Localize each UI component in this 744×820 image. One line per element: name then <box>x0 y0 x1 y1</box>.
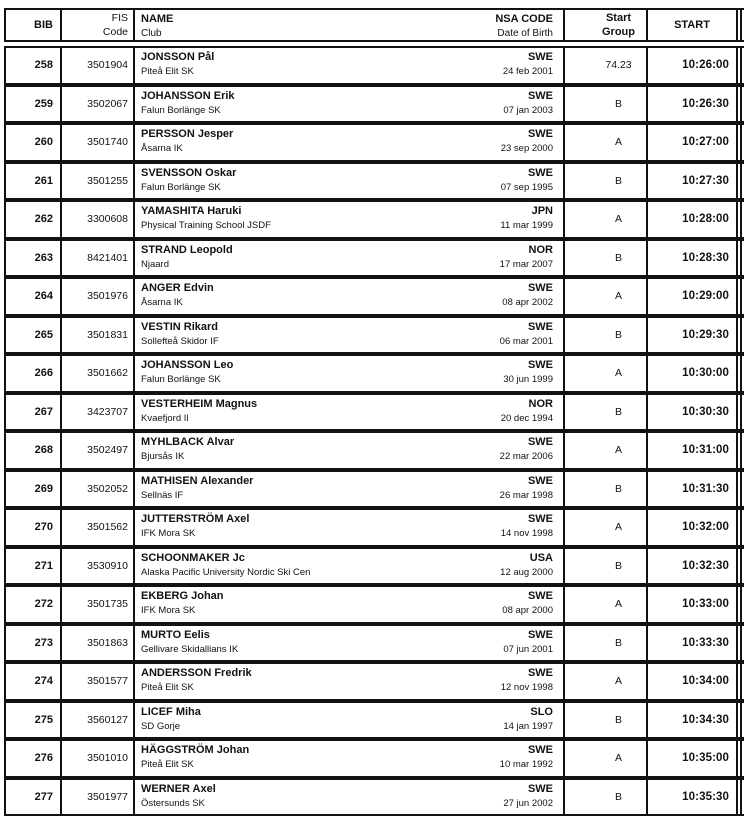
club-name: Östersunds SK <box>141 797 205 809</box>
start-time: 10:33:00 <box>648 587 738 622</box>
header-date-of-birth: Date of Birth <box>497 28 553 39</box>
start-time: 10:35:30 <box>648 780 738 815</box>
header-start-group-line2: Group <box>602 26 635 38</box>
athlete-name: MYHLBACK Alvar <box>141 436 235 448</box>
name-nsa-cell <box>135 626 565 661</box>
table-row <box>4 123 744 162</box>
fis-code: 3560127 <box>62 703 135 738</box>
date-of-birth: 12 nov 1998 <box>500 682 553 693</box>
cutoff-column-cell <box>740 433 744 468</box>
table-header-row <box>4 8 744 42</box>
bib-number: 263 <box>6 241 62 276</box>
start-group: A <box>565 587 648 622</box>
athlete-block <box>141 628 238 661</box>
nation-block <box>500 320 553 353</box>
nsa-code: JPN <box>531 205 553 217</box>
nation-block <box>500 435 553 468</box>
nsa-code: SWE <box>527 782 553 795</box>
club-name: Gellivare Skidallians IK <box>141 643 239 655</box>
start-group: B <box>565 241 648 276</box>
athlete-name: HÄGGSTRÖM Johan <box>141 744 250 756</box>
cutoff-column-cell <box>740 279 744 314</box>
start-time: 10:31:30 <box>648 472 738 507</box>
start-time: 10:26:00 <box>648 48 738 83</box>
start-group: B <box>565 472 648 507</box>
table-row <box>4 162 744 201</box>
nsa-code: SWE <box>527 359 553 371</box>
header-nsa-code: NSA CODE <box>495 13 553 25</box>
table-row <box>4 46 744 85</box>
table-row <box>4 85 744 124</box>
bib-number: 274 <box>6 664 62 699</box>
club-name: Njaard <box>141 258 169 270</box>
nsa-code: SWE <box>527 320 553 333</box>
start-time: 10:29:30 <box>648 318 738 353</box>
date-of-birth: 22 mar 2006 <box>499 451 553 462</box>
start-group: B <box>565 87 648 122</box>
start-group: B <box>565 318 648 353</box>
cutoff-column-cell <box>740 664 744 699</box>
club-name: Åsarna IK <box>141 297 183 308</box>
start-time: 10:29:00 <box>648 279 738 314</box>
cutoff-column-cell <box>740 587 744 622</box>
nation-block <box>501 512 553 545</box>
date-of-birth: 17 mar 2007 <box>499 258 553 270</box>
start-time: 10:35:00 <box>648 741 738 776</box>
bib-number: 271 <box>6 549 62 584</box>
club-name: IFK Mora SK <box>141 605 196 616</box>
athlete-name: WERNER Axel <box>141 782 216 795</box>
name-nsa-cell <box>135 780 565 815</box>
nsa-code: SWE <box>527 590 553 602</box>
athlete-name: EKBERG Johan <box>141 590 224 602</box>
date-of-birth: 12 aug 2000 <box>500 566 553 578</box>
date-of-birth: 07 sep 1995 <box>500 181 553 193</box>
athlete-block <box>141 204 271 237</box>
fis-code: 3300608 <box>62 202 135 237</box>
nation-block <box>502 281 553 314</box>
nsa-code: SWE <box>527 667 553 679</box>
athlete-block <box>141 281 214 314</box>
nsa-code: SWE <box>527 628 553 641</box>
table-row <box>4 316 744 355</box>
nation-block <box>500 551 553 584</box>
start-group: A <box>565 433 648 468</box>
bib-number: 272 <box>6 587 62 622</box>
start-time: 10:32:30 <box>648 549 738 584</box>
nation-block <box>503 50 553 83</box>
start-time: 10:28:00 <box>648 202 738 237</box>
date-of-birth: 10 mar 1992 <box>499 759 553 770</box>
club-name: SD Gorje <box>141 720 181 732</box>
club-name: Falun Borlänge SK <box>141 374 221 385</box>
date-of-birth: 07 jan 2003 <box>503 104 553 116</box>
date-of-birth: 14 nov 1998 <box>500 528 553 539</box>
bib-number: 270 <box>6 510 62 545</box>
date-of-birth: 20 dec 1994 <box>500 412 553 424</box>
header-cutoff-column <box>740 10 744 40</box>
cutoff-column-cell <box>740 703 744 738</box>
nation-block <box>503 89 553 122</box>
table-row <box>4 431 744 470</box>
start-group: A <box>565 279 648 314</box>
club-name: Falun Borlänge SK <box>141 181 221 193</box>
nsa-code: SWE <box>527 128 553 140</box>
bib-number: 275 <box>6 703 62 738</box>
nsa-code: NOR <box>528 397 553 410</box>
nsa-code: SWE <box>527 51 553 63</box>
header-club: Club <box>141 28 162 39</box>
start-time: 10:26:30 <box>648 87 738 122</box>
bib-number: 258 <box>6 48 62 83</box>
athlete-block <box>141 320 219 353</box>
athlete-name: VESTIN Rikard <box>141 320 219 333</box>
athlete-name: JOHANSSON Erik <box>141 89 235 102</box>
fis-code: 3501977 <box>62 780 135 815</box>
start-time: 10:27:30 <box>648 164 738 199</box>
cutoff-column-cell <box>740 356 744 391</box>
table-row <box>4 585 744 624</box>
table-row <box>4 739 744 778</box>
athlete-block <box>141 474 253 507</box>
fis-code: 3501863 <box>62 626 135 661</box>
name-nsa-cell <box>135 202 565 237</box>
header-nsa-dob <box>495 12 553 40</box>
table-row <box>4 354 744 393</box>
club-name: Falun Borlänge SK <box>141 104 221 116</box>
header-name-club <box>141 12 173 40</box>
nsa-code: SWE <box>527 513 553 525</box>
nation-block <box>500 243 553 276</box>
club-name: Bjursås IK <box>141 451 185 462</box>
bib-number: 262 <box>6 202 62 237</box>
start-group: 74.23 <box>565 48 648 83</box>
bib-number: 261 <box>6 164 62 199</box>
nation-block <box>501 127 553 160</box>
date-of-birth: 27 jun 2002 <box>503 797 553 809</box>
nsa-code: SWE <box>527 89 553 102</box>
club-name: IFK Mora SK <box>141 528 196 539</box>
table-row <box>4 624 744 663</box>
athlete-name: PERSSON Jesper <box>141 128 234 140</box>
nation-block <box>500 474 553 507</box>
header-bib: BIB <box>6 10 62 40</box>
start-time: 10:32:00 <box>648 510 738 545</box>
header-fis-line2: Code <box>102 26 128 38</box>
fis-code: 3502067 <box>62 87 135 122</box>
bib-number: 268 <box>6 433 62 468</box>
club-name: Piteå Elit SK <box>141 759 194 770</box>
athlete-block <box>141 435 234 468</box>
table-row <box>4 778 744 817</box>
bib-number: 260 <box>6 125 62 160</box>
start-time: 10:33:30 <box>648 626 738 661</box>
date-of-birth: 23 sep 2000 <box>500 143 553 154</box>
athlete-block <box>141 50 214 83</box>
bib-number: 267 <box>6 395 62 430</box>
club-name: Alaska Pacific University Nordic Ski Cen <box>141 566 311 578</box>
nation-block <box>503 782 553 815</box>
date-of-birth: 26 mar 1998 <box>499 489 553 501</box>
athlete-name: LICEF Miha <box>141 705 201 718</box>
athlete-name: ANGER Edvin <box>141 282 214 294</box>
fis-code: 3530910 <box>62 549 135 584</box>
fis-code: 3501904 <box>62 48 135 83</box>
cutoff-column-cell <box>740 626 744 661</box>
table-row <box>4 470 744 509</box>
start-group: A <box>565 741 648 776</box>
nation-block <box>501 166 553 199</box>
nation-block <box>502 589 553 622</box>
start-group: B <box>565 703 648 738</box>
date-of-birth: 08 apr 2000 <box>502 605 553 616</box>
athlete-block <box>141 512 249 545</box>
nsa-code: SWE <box>527 474 553 487</box>
table-row <box>4 200 744 239</box>
name-nsa-cell <box>135 741 565 776</box>
nsa-code: SWE <box>527 282 553 294</box>
start-group: A <box>565 202 648 237</box>
athlete-name: MURTO Eelis <box>141 628 210 641</box>
cutoff-column-cell <box>740 780 744 815</box>
athlete-name: SVENSSON Oskar <box>141 166 237 179</box>
fis-code: 3501010 <box>62 741 135 776</box>
table-row <box>4 662 744 701</box>
athlete-block <box>141 89 235 122</box>
cutoff-column-cell <box>740 549 744 584</box>
cutoff-column-cell <box>740 164 744 199</box>
club-name: Sellnäs IF <box>141 489 184 501</box>
start-group: A <box>565 664 648 699</box>
header-start-group <box>565 10 648 40</box>
start-time: 10:27:00 <box>648 125 738 160</box>
name-nsa-cell <box>135 703 565 738</box>
nation-block <box>500 743 553 776</box>
date-of-birth: 07 jun 2001 <box>503 643 553 655</box>
bib-number: 273 <box>6 626 62 661</box>
bib-number: 277 <box>6 780 62 815</box>
club-name: Piteå Elit SK <box>141 682 194 693</box>
start-group: A <box>565 510 648 545</box>
start-list-page <box>4 8 744 816</box>
cutoff-column-cell <box>740 87 744 122</box>
fis-code: 3501577 <box>62 664 135 699</box>
athlete-name: VESTERHEIM Magnus <box>141 397 258 410</box>
bib-number: 266 <box>6 356 62 391</box>
start-group: B <box>565 395 648 430</box>
cutoff-column-cell <box>740 125 744 160</box>
cutoff-column-cell <box>740 202 744 237</box>
athlete-name: SCHOONMAKER Jc <box>141 551 245 564</box>
athlete-block <box>141 358 233 391</box>
fis-code: 3502052 <box>62 472 135 507</box>
header-name: NAME <box>141 13 174 25</box>
fis-code: 3501976 <box>62 279 135 314</box>
athlete-name: MATHISEN Alexander <box>141 474 254 487</box>
date-of-birth: 24 feb 2001 <box>502 66 553 77</box>
cutoff-column-cell <box>740 395 744 430</box>
club-name: Physical Training School JSDF <box>141 220 271 231</box>
date-of-birth: 14 jan 1997 <box>503 720 553 732</box>
nsa-code: NOR <box>528 243 553 256</box>
name-nsa-cell <box>135 48 565 83</box>
start-time: 10:34:00 <box>648 664 738 699</box>
athlete-name: JUTTERSTRÖM Axel <box>141 513 250 525</box>
date-of-birth: 08 apr 2002 <box>502 297 553 308</box>
nation-block <box>501 397 553 430</box>
bib-number: 265 <box>6 318 62 353</box>
fis-code: 3501255 <box>62 164 135 199</box>
name-nsa-cell <box>135 549 565 584</box>
name-nsa-cell <box>135 510 565 545</box>
date-of-birth: 06 mar 2001 <box>499 335 553 347</box>
start-list-body <box>4 46 744 816</box>
start-group: B <box>565 549 648 584</box>
bib-number: 276 <box>6 741 62 776</box>
athlete-block <box>141 243 233 276</box>
name-nsa-cell <box>135 125 565 160</box>
name-nsa-cell <box>135 164 565 199</box>
athlete-block <box>141 551 310 584</box>
club-name: Åsarna IK <box>141 143 183 154</box>
table-row <box>4 277 744 316</box>
athlete-name: YAMASHITA Haruki <box>141 205 242 217</box>
athlete-block <box>141 782 216 815</box>
nsa-code: SWE <box>527 166 553 179</box>
nsa-code: SWE <box>527 744 553 756</box>
bib-number: 269 <box>6 472 62 507</box>
athlete-block <box>141 705 201 738</box>
club-name: Piteå Elit SK <box>141 66 194 77</box>
name-nsa-cell <box>135 395 565 430</box>
athlete-block <box>141 127 233 160</box>
table-row <box>4 508 744 547</box>
start-time: 10:30:30 <box>648 395 738 430</box>
header-start-group-line1: Start <box>605 12 632 24</box>
athlete-block <box>141 743 249 776</box>
header-fis-line1: FIS <box>111 12 128 24</box>
header-start: START <box>648 10 738 40</box>
athlete-name: ANDERSSON Fredrik <box>141 667 252 679</box>
start-group: A <box>565 356 648 391</box>
nsa-code: SWE <box>527 436 553 448</box>
athlete-block <box>141 666 252 699</box>
nation-block <box>503 628 553 661</box>
fis-code: 3502497 <box>62 433 135 468</box>
nation-block <box>500 204 553 237</box>
bib-number: 259 <box>6 87 62 122</box>
start-time: 10:30:00 <box>648 356 738 391</box>
fis-code: 8421401 <box>62 241 135 276</box>
fis-code: 3501562 <box>62 510 135 545</box>
athlete-name: JOHANSSON Leo <box>141 359 234 371</box>
club-name: Sollefteå Skidor IF <box>141 335 219 347</box>
name-nsa-cell <box>135 279 565 314</box>
fis-code: 3501735 <box>62 587 135 622</box>
start-time: 10:31:00 <box>648 433 738 468</box>
cutoff-column-cell <box>740 318 744 353</box>
athlete-block <box>141 589 224 622</box>
name-nsa-cell <box>135 318 565 353</box>
nsa-code: USA <box>529 551 553 564</box>
cutoff-column-cell <box>740 241 744 276</box>
nation-block <box>501 666 553 699</box>
name-nsa-cell <box>135 664 565 699</box>
name-nsa-cell <box>135 433 565 468</box>
nsa-code: SLO <box>530 705 553 718</box>
table-row <box>4 547 744 586</box>
fis-code: 3501740 <box>62 125 135 160</box>
fis-code: 3501662 <box>62 356 135 391</box>
start-group: A <box>565 125 648 160</box>
header-name-nsa <box>135 10 565 40</box>
name-nsa-cell <box>135 241 565 276</box>
cutoff-column-cell <box>740 48 744 83</box>
start-group: B <box>565 780 648 815</box>
fis-code: 3501831 <box>62 318 135 353</box>
cutoff-column-cell <box>740 741 744 776</box>
date-of-birth: 11 mar 1999 <box>500 220 553 231</box>
athlete-name: JONSSON Pål <box>141 51 215 63</box>
athlete-block <box>141 397 257 430</box>
bib-number: 264 <box>6 279 62 314</box>
start-group: B <box>565 164 648 199</box>
start-time: 10:34:30 <box>648 703 738 738</box>
cutoff-column-cell <box>740 472 744 507</box>
header-fis-code <box>62 10 135 40</box>
table-row <box>4 239 744 278</box>
name-nsa-cell <box>135 87 565 122</box>
name-nsa-cell <box>135 356 565 391</box>
athlete-name: STRAND Leopold <box>141 243 233 256</box>
start-group: B <box>565 626 648 661</box>
nation-block <box>503 705 553 738</box>
table-row <box>4 701 744 740</box>
fis-code: 3423707 <box>62 395 135 430</box>
date-of-birth: 30 jun 1999 <box>503 374 553 385</box>
name-nsa-cell <box>135 587 565 622</box>
athlete-block <box>141 166 236 199</box>
name-nsa-cell <box>135 472 565 507</box>
start-time: 10:28:30 <box>648 241 738 276</box>
cutoff-column-cell <box>740 510 744 545</box>
club-name: Kvaefjord Il <box>141 412 189 424</box>
table-row <box>4 393 744 432</box>
nation-block <box>503 358 553 391</box>
